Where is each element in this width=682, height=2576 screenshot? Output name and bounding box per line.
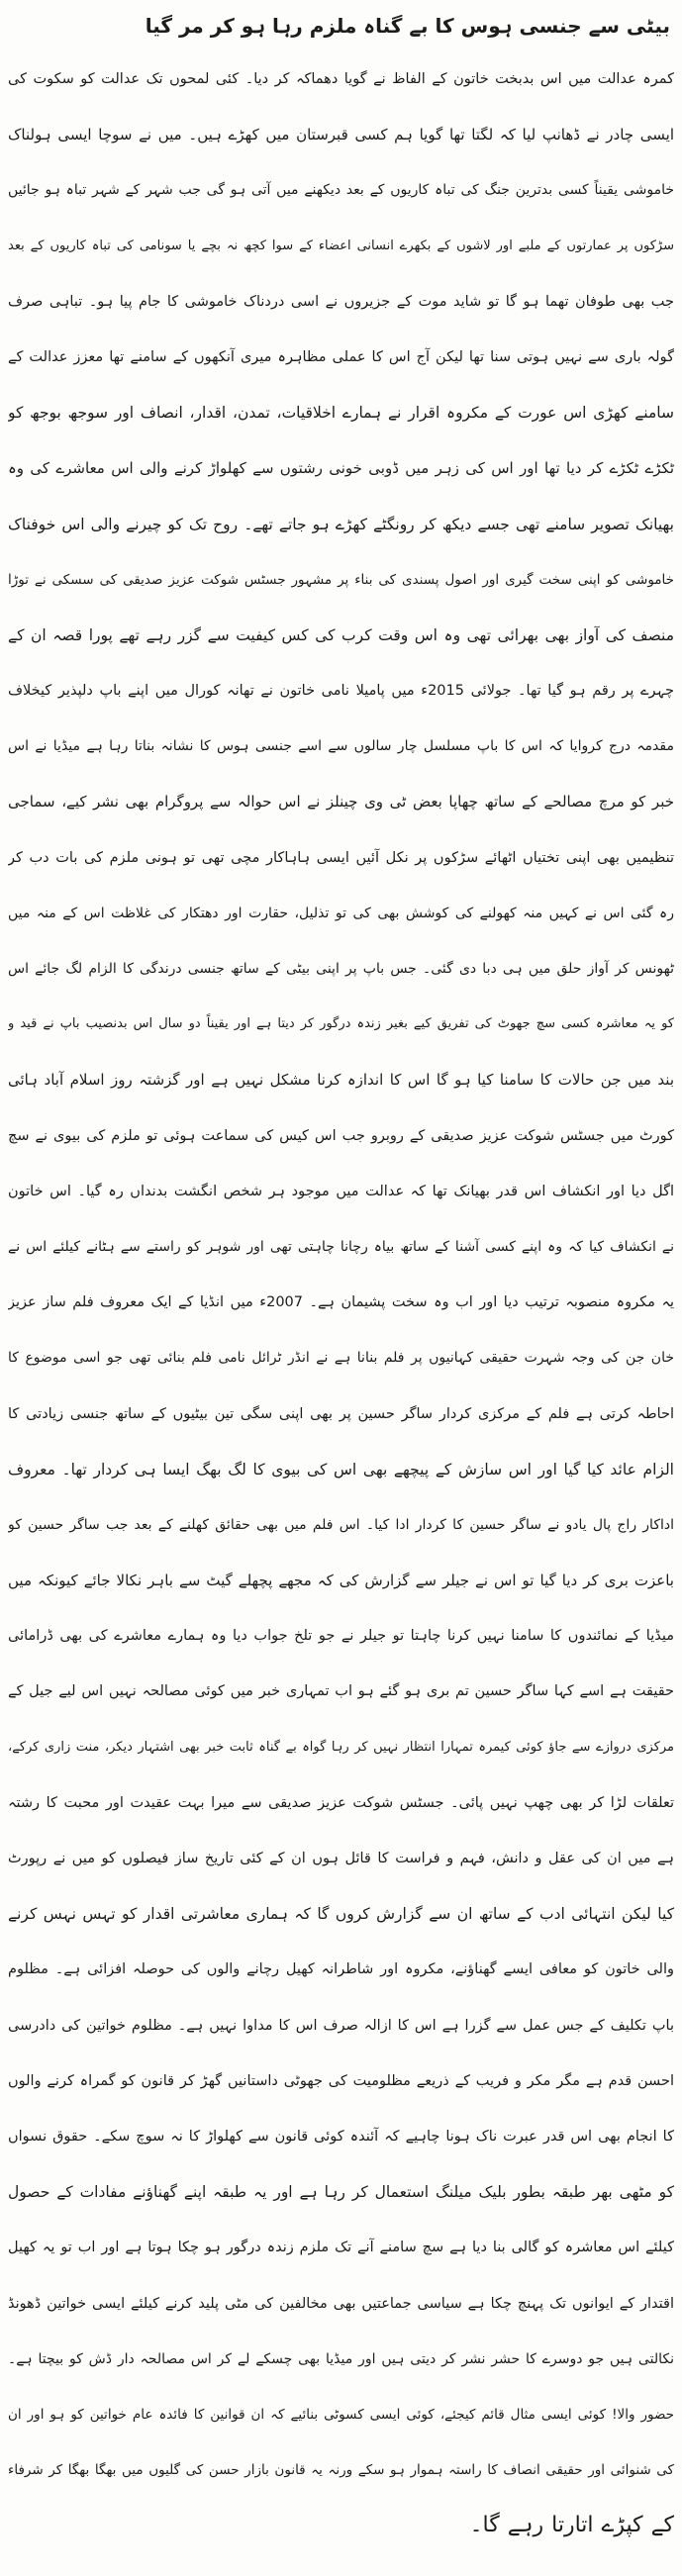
article-line: والی خاتون کو معافی ایسے گھناؤنے، مکروہ اور شاطرانہ کھیل رچانے والوں کی حوصلہ افزائی ہے۔ مظلوم bbox=[8, 1961, 674, 1978]
article-line: ٹکڑے ٹکڑے کر دیا تھا اور اس کی زہر میں ڈوبی خونی رشتوں سے کھلواڑ کرنے والی اس معاشرے کی وہ bbox=[8, 459, 674, 478]
article-line: تنظیمیں بھی اپنی تختیاں اٹھائے سڑکوں پر نکل آئیں ایسی ہاہاکار مچی تھی تو ہونی ملزم کی بات دب کر bbox=[8, 849, 674, 866]
article-line: اداکار راج پال یادو نے ساگر حسین کا کردار ادا کیا۔ اس فلم میں بھی حقائق کھلنے کے بعد جب ساگر حسین کو bbox=[8, 1516, 674, 1533]
article-line: کیا لیکن انتہائی ادب کے ساتھ ان سے گزارش کروں گا کہ ہماری معاشرتی اقدار کو تہس نہس کرنے bbox=[8, 1905, 674, 1924]
article-line: تعلقات لڑا کر بھی چھپ نہیں پائی۔ جسٹس شوکت عزیز صدیقی سے میرا بہت عقیدت اور محبت کا رشتہ bbox=[8, 1794, 674, 1811]
article-line: گولہ باری سے نہیں ہوتی سنا تھا لیکن آج اس کا عملی مظاہرہ میری آنکھوں کے سامنے تھا معزز عدالت کے bbox=[8, 348, 674, 365]
article-line: اقتدار کے ایوانوں تک پہنچ چکا ہے سیاسی جماعتیں بھی مخالفین کی مٹی پلید کرنے کیلئے ایسی خواتین ڈھونڈ bbox=[8, 2295, 674, 2312]
article-line: باپ تکلیف کے جس عمل سے گزرا ہے اس کا ازالہ صرف اس کا مداوا نہیں ہے۔ مظلوم خواتین کی دادرسی bbox=[8, 2017, 674, 2034]
article-line: ہے میں ان کی عقل و دانش، فہم و فراست کا قائل ہوں ان کے کئی تاریخ ساز فیصلوں کو میں نے رپورٹ bbox=[8, 1851, 674, 1866]
article-line: چہرے پر رقم ہو گیا تھا۔ جولائی 2015ء میں پامیلا نامی خاتون نے تھانہ کورال میں اپنے باپ دلپذیر کیخلاف bbox=[8, 683, 674, 700]
article-line: حضور والا! کوئی ایسی مثال قائم کیجئے، کوئی ایسی کسوٹی بنائیے کہ ان قوانین کا فائدہ عام خواتین کو ہو اور ان bbox=[8, 2406, 674, 2423]
article-line: نے انکشاف کیا کہ وہ اپنے کسی آشنا کے ساتھ بیاہ رچانا چاہتی تھی اور شوہر کو راستے سے ہٹانے کیلئے اس نے bbox=[8, 1238, 674, 1255]
article-line: خبر کو مرچ مصالحے کے ساتھ چھاپا بعض ٹی وی چینلز نے اس حوالہ سے پروگرام بھی نشر کیے، سماجی bbox=[8, 793, 674, 811]
article-line: نکالتی ہیں جو دوسرے کا حشر نشر کر دیتی ہیں اور میڈیا بھی چسکے لے کر اس مصالحہ دار ڈش کو بیچتا ہے۔ bbox=[8, 2350, 674, 2367]
article-line: بند میں جن حالات کا سامنا کیا ہو گا اس کا اندازہ کرنا مشکل نہیں ہے اور گزشتہ روز اسلام آباد ہائی bbox=[8, 1071, 674, 1090]
article-line: جب بھی طوفان تھما ہو گا تو شاید موت کے جزیروں نے اسی دردناک خاموشی کا جام پیا ہو۔ تباہی صرف bbox=[8, 293, 674, 310]
article-line: میڈیا کے نمائندوں کا سامنا نہیں کرنا چاہتا تو جیلر نے جو تلخ جواب دیا وہ ہمارے معاشرے کی بھی ڈرامائی bbox=[8, 1628, 674, 1645]
article-line: خاموشی کو اپنی سخت گیری اور اصول پسندی کی بناء پر مشہور جسٹس شوکت عزیز صدیقی کی سسکی نے توڑا bbox=[8, 571, 674, 588]
article-line: سامنے کھڑی اس عورت کے مکروہ اقرار نے ہمارے اخلاقیات، تمدن، اقدار، انصاف اور سوجھ بوجھ کو bbox=[8, 404, 674, 423]
article-line: بھیانک تصویر سامنے تھی جسے دیکھ کر رونگٹے کھڑے ہو جاتے تھے۔ روح تک کو چیرنے والی اس خوفناک bbox=[8, 515, 674, 533]
article-line: کمرہ عدالت میں اس بدبخت خاتون کے الفاظ نے گویا دھماکہ کر دیا۔ کئی لمحوں تک عدالت کو سکوت کی bbox=[8, 71, 674, 87]
article-line: ایسی چادر نے ڈھانپ لیا کہ لگتا تھا گویا ہم کسی قبرستان میں کھڑے ہیں۔ میں نے سوچا ایسی ہولناک bbox=[8, 126, 674, 144]
article-line: باعزت بری کر دیا گیا تو اس نے جیلر سے گزارش کی کہ مجھے پچھلے گیٹ سے باہر نکالا جائے کیونکہ میں bbox=[8, 1572, 674, 1590]
article-line: ٹھونس کر آواز حلق میں ہی دبا دی گئی۔ جس باپ پر اپنی بیٹی کے ساتھ جنسی درندگی کا الزام لگ جائے اس bbox=[8, 961, 674, 977]
article-line: اگل دیا اور انکشاف اس قدر بھیانک تھا کہ عدالت میں موجود ہر شخص انگشت بدنداں رہ گیا۔ اس خاتون bbox=[8, 1183, 674, 1199]
article-line: خان جن کی وجہ شہرت حقیقی کہانیوں پر فلم بنانا ہے نے انڈر ٹرائل نامی فلم بنائی تھی جو اسی موضوع کا bbox=[8, 1350, 674, 1367]
article-line: کو یہ معاشرہ کسی سچ جھوٹ کی تفریق کیے بغیر زندہ درگور کر دیتا ہے اور یقیناً دو سال اس بدنصیب باپ نے قید و bbox=[8, 1016, 674, 1032]
article-line: الزام عائد کیا گیا اور اس سازش کے پیچھے بھی اس کی بیوی کا لگ بھگ ایسا ہی کردار تھا۔ معروف bbox=[8, 1460, 674, 1479]
article-line: کی شنوائی اور حقیقی انصاف کا راستہ ہموار ہو سکے ورنہ یہ قانون بازار حسن کی گلیوں میں بھگا بھگا کر شرفاء bbox=[8, 2462, 674, 2479]
article-line: خاموشی یقیناً کسی بدترین جنگ کی تباہ کاریوں کے بعد دیکھنے میں آتی ہو گی جب شہر کے شہر تباہ ہو جائیں bbox=[8, 182, 674, 199]
article-line: سڑکوں پر عمارتوں کے ملبے اور لاشوں کے بکھرے انسانی اعضاء کے سوا کچھ نہ بچے یا سونامی کی تباہ کاریوں کے بعد bbox=[8, 238, 674, 253]
article-line: کورٹ میں جسٹس شوکت عزیز صدیقی کے روبرو جب اس کیس کی سماعت ہوئی تو ملزم کی بیوی نے سچ bbox=[8, 1127, 674, 1144]
article-line: احاطہ کرتی ہے فلم کے مرکزی کردار ساگر حسین پر بھی اپنی سگی تین بیٹیوں کے ساتھ جنسی زیادتی کا bbox=[8, 1405, 674, 1422]
article-line: کے کپڑے اتارتا رہے گا۔ bbox=[469, 2513, 674, 2538]
article-line: یہ مکروہ منصوبہ ترتیب دیا اور اب وہ سخت پشیمان ہے۔ 2007ء میں انڈیا کے ایک معروف فلم ساز عزیز bbox=[8, 1294, 674, 1311]
article-line: مرکزی دروازے سے جاؤ کوئی کیمرہ تمہارا انتظار نہیں کر رہا گواہ بے گناہ ثابت خبر بھی اشتہار دیکر، منت زاری کرکے، bbox=[8, 1739, 674, 1755]
article-line: رہ گئی اس نے کہیں منہ کھولنے کی کوشش بھی کی تو تذلیل، حقارت اور دھتکار کی غلاظت اس کے منہ میں bbox=[8, 905, 674, 921]
article-body bbox=[8, 51, 674, 2553]
article-line: کو مٹھی بھر طبقہ بطور بلیک میلنگ استعمال کر رہا ہے اور یہ طبقہ اپنے گھناؤنے مفادات کے حصول bbox=[8, 2183, 674, 2202]
article-title: بیٹی سے جنسی ہوس کا بے گناہ ملزم رہا ہو کر مر گیا bbox=[145, 14, 670, 38]
article-line: مقدمہ درج کروایا کہ اس کا باپ مسلسل چار سالوں سے اسے جنسی ہوس کا نشانہ بناتا رہا ہے میڈیا نے اس bbox=[8, 738, 674, 755]
article-line: کا انجام بھی اس قدر عبرت ناک ہونا چاہیے کہ آئندہ کوئی قانون سے کھلواڑ کا نہ سوچ سکے۔ حقوق نسواں bbox=[8, 2128, 674, 2145]
article-line: حقیقت ہے اسے کہا ساگر حسین تم بری ہو گئے ہو اب تمہاری خبر میں کوئی مصالحہ نہیں اس لیے جیل کے bbox=[8, 1683, 674, 1700]
article-line: منصف کی آواز بھی بھرائی تھی وہ اس وقت کرب کی کس کیفیت سے گزر رہے تھے پورا قصہ ان کے bbox=[8, 625, 674, 644]
article-line: کیلئے اس معاشرہ کو گالی بنا دیا ہے سچ سامنے آنے تک ملزم زندہ درگور ہو چکا ہوتا ہے اور اب تو یہ کھیل bbox=[8, 2240, 674, 2256]
article-line: احسن قدم ہے مگر مکر و فریب کے ذریعے مظلومیت کی جھوٹی داستانیں گھڑ کر قانون کو گمراہ کرنے والوں bbox=[8, 2072, 674, 2089]
